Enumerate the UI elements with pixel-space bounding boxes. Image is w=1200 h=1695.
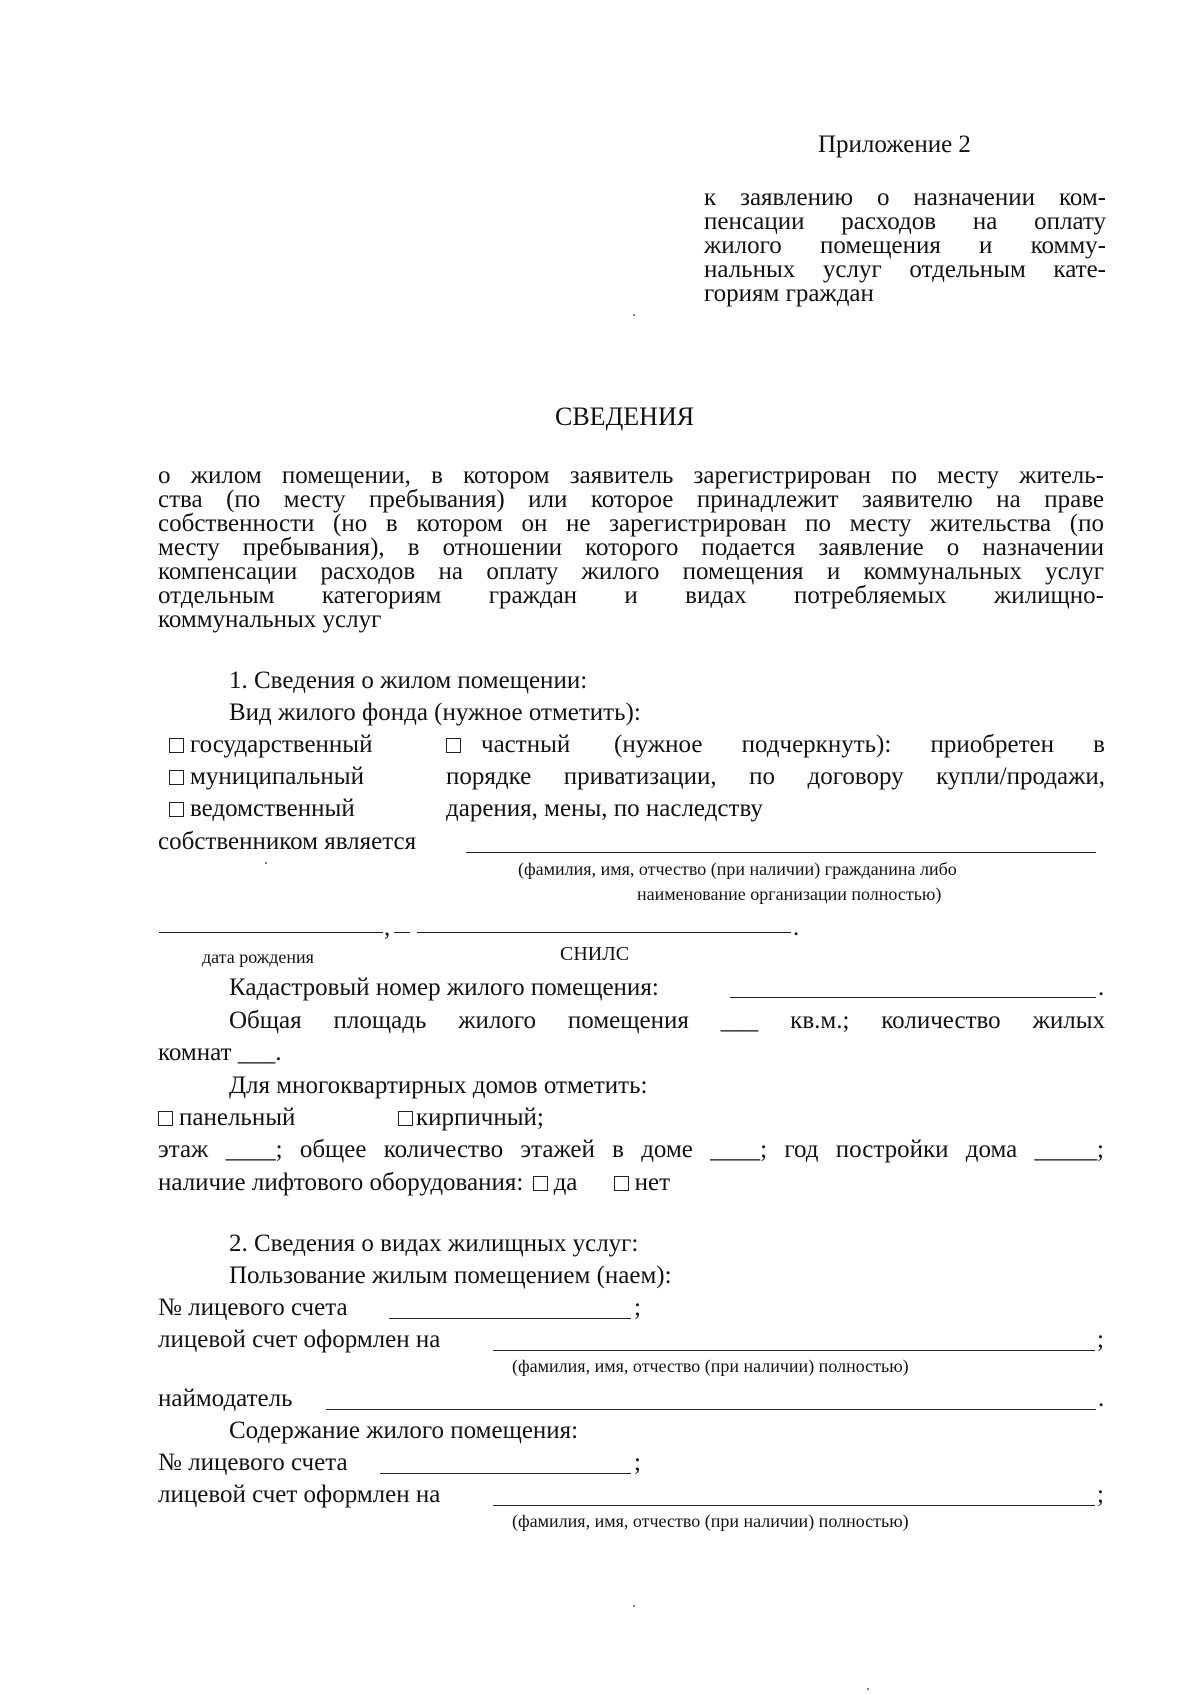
checkbox-departmental[interactable] xyxy=(169,802,184,817)
apartment-prompt: Для многоквартирных домов отметить: xyxy=(229,1072,648,1099)
landlord-label: наймодатель xyxy=(158,1385,293,1412)
fund-option-municipal-label: муниципальный xyxy=(190,763,364,790)
section2-title: 2. Сведения о видах жилищных услуг: xyxy=(229,1230,639,1257)
private-line-3: дарения, мены, по наследству xyxy=(446,795,763,822)
intro-line-5: компенсации расходов на оплату жилого помещения и коммунальных услуг xyxy=(158,558,1104,585)
period-sep: . xyxy=(793,914,800,941)
fund-option-municipal[interactable] xyxy=(169,761,364,793)
lift-row xyxy=(158,1167,670,1199)
fund-prompt: Вид жилого фонда (нужное отметить): xyxy=(229,699,641,726)
account-field-2[interactable] xyxy=(380,1473,631,1474)
intro-line-4: месту пребывания), в отношении которого подается заявление о назначении xyxy=(158,534,1104,561)
checkbox-state[interactable] xyxy=(169,738,184,753)
snils-field[interactable] xyxy=(417,932,791,933)
cadastral-period: . xyxy=(1098,974,1105,1001)
fund-option-private[interactable] xyxy=(446,729,570,761)
landlord-field[interactable] xyxy=(326,1409,1096,1410)
fund-option-state-label: государственный xyxy=(190,731,373,758)
owner-field[interactable] xyxy=(466,852,1096,853)
scan-speck xyxy=(265,862,267,864)
wall-option-brick[interactable] xyxy=(398,1102,544,1134)
appendix-line-4: нальных услуг отдельным кате- xyxy=(704,256,1106,283)
birth-date-caption: дата рождения xyxy=(202,947,314,967)
area-line: Общая площадь жилого помещения ___ кв.м.; количество жилых xyxy=(229,1007,1105,1034)
lift-label: наличие лифтового оборудования: xyxy=(158,1169,524,1196)
scan-speck xyxy=(867,1688,869,1690)
intro-line-1: о жилом помещении, в котором заявитель зарегистрирован по месту житель- xyxy=(158,462,1104,489)
section1-title: 1. Сведения о жилом помещении: xyxy=(229,667,588,694)
cadastral-label: Кадастровый номер жилого помещения: xyxy=(229,974,659,1001)
account-label: № лицевого счета xyxy=(158,1294,348,1321)
checkbox-municipal[interactable] xyxy=(169,770,184,785)
maintenance-heading: Содержание жилого помещения: xyxy=(229,1417,579,1444)
rooms-line: комнат ___. xyxy=(158,1039,282,1066)
comma-sep: , xyxy=(384,914,391,941)
birth-date-field[interactable] xyxy=(159,932,383,933)
intro-line-2: ства (по месту пребывания) или которое принадлежит заявителю на праве xyxy=(158,486,1104,513)
account-semicolon: ; xyxy=(634,1294,641,1321)
checkbox-lift-no[interactable] xyxy=(614,1176,629,1191)
cadastral-field[interactable] xyxy=(730,997,1096,998)
holder-caption: (фамилия, имя, отчество (при наличии) полностью) xyxy=(512,1356,909,1376)
account-semicolon-2: ; xyxy=(634,1449,641,1476)
fund-option-departmental-label: ведомственный xyxy=(190,795,355,822)
rent-heading: Пользование жилым помещением (наем): xyxy=(229,1262,672,1289)
appendix-line-5: гориям граждан xyxy=(704,280,874,307)
holder-caption-2: (фамилия, имя, отчество (при наличии) полностью) xyxy=(512,1511,909,1531)
floor-line: этаж ____; общее количество этажей в доме ____; год постройки дома _____; xyxy=(158,1136,1104,1163)
account-holder-semicolon: ; xyxy=(1097,1326,1104,1353)
intro-line-3: собственности (но в котором он не зарегистрирован по месту жительства (по xyxy=(158,510,1104,537)
lift-option-no-label: нет xyxy=(634,1169,671,1196)
landlord-period: . xyxy=(1098,1385,1105,1412)
account-holder-label: лицевой счет оформлен на xyxy=(158,1326,441,1353)
account-label-2: № лицевого счета xyxy=(158,1449,348,1476)
private-line-1: (нужное подчеркнуть): приобретен в xyxy=(614,731,1105,758)
wall-option-panel-label: панельный xyxy=(179,1104,296,1131)
checkbox-lift-yes[interactable] xyxy=(533,1176,548,1191)
fund-option-state[interactable] xyxy=(169,729,372,761)
fund-option-private-label: частный xyxy=(481,731,571,758)
checkbox-brick[interactable] xyxy=(398,1111,413,1126)
scan-speck xyxy=(633,314,635,316)
checkbox-panel[interactable] xyxy=(158,1111,173,1126)
snils-caption: СНИЛС xyxy=(560,943,630,965)
appendix-line-1: к заявлению о назначении ком- xyxy=(704,184,1106,211)
account-holder-label-2: лицевой счет оформлен на xyxy=(158,1481,441,1508)
wall-option-panel[interactable] xyxy=(158,1102,295,1134)
owner-caption-2: наименование организации полностью) xyxy=(637,884,942,904)
account-holder-field[interactable] xyxy=(493,1350,1095,1351)
owner-caption-1: (фамилия, имя, отчество (при наличии) гражданина либо xyxy=(518,859,957,879)
dash-sep xyxy=(394,932,410,933)
scan-speck xyxy=(633,1605,635,1607)
intro-line-7: коммунальных услуг xyxy=(158,606,382,633)
appendix-line-3: жилого помещения и комму- xyxy=(704,232,1106,259)
account-holder-field-2[interactable] xyxy=(493,1505,1095,1506)
document-heading: СВЕДЕНИЯ xyxy=(555,402,695,431)
wall-option-brick-label: кирпичный; xyxy=(416,1104,544,1131)
account-field[interactable] xyxy=(389,1318,631,1319)
intro-line-6: отдельным категориям граждан и видах потребляемых жилищно- xyxy=(158,582,1104,609)
appendix-title: Приложение 2 xyxy=(818,131,971,158)
fund-option-departmental[interactable] xyxy=(169,793,355,825)
appendix-line-2: пенсации расходов на оплату xyxy=(704,208,1106,235)
account-holder-semicolon-2: ; xyxy=(1097,1481,1104,1508)
checkbox-private[interactable] xyxy=(446,738,461,753)
lift-option-yes-label: да xyxy=(553,1169,578,1196)
private-line-2: порядке приватизации, по договору купли/продажи, xyxy=(446,763,1105,790)
owner-label: собственником является xyxy=(158,828,417,855)
